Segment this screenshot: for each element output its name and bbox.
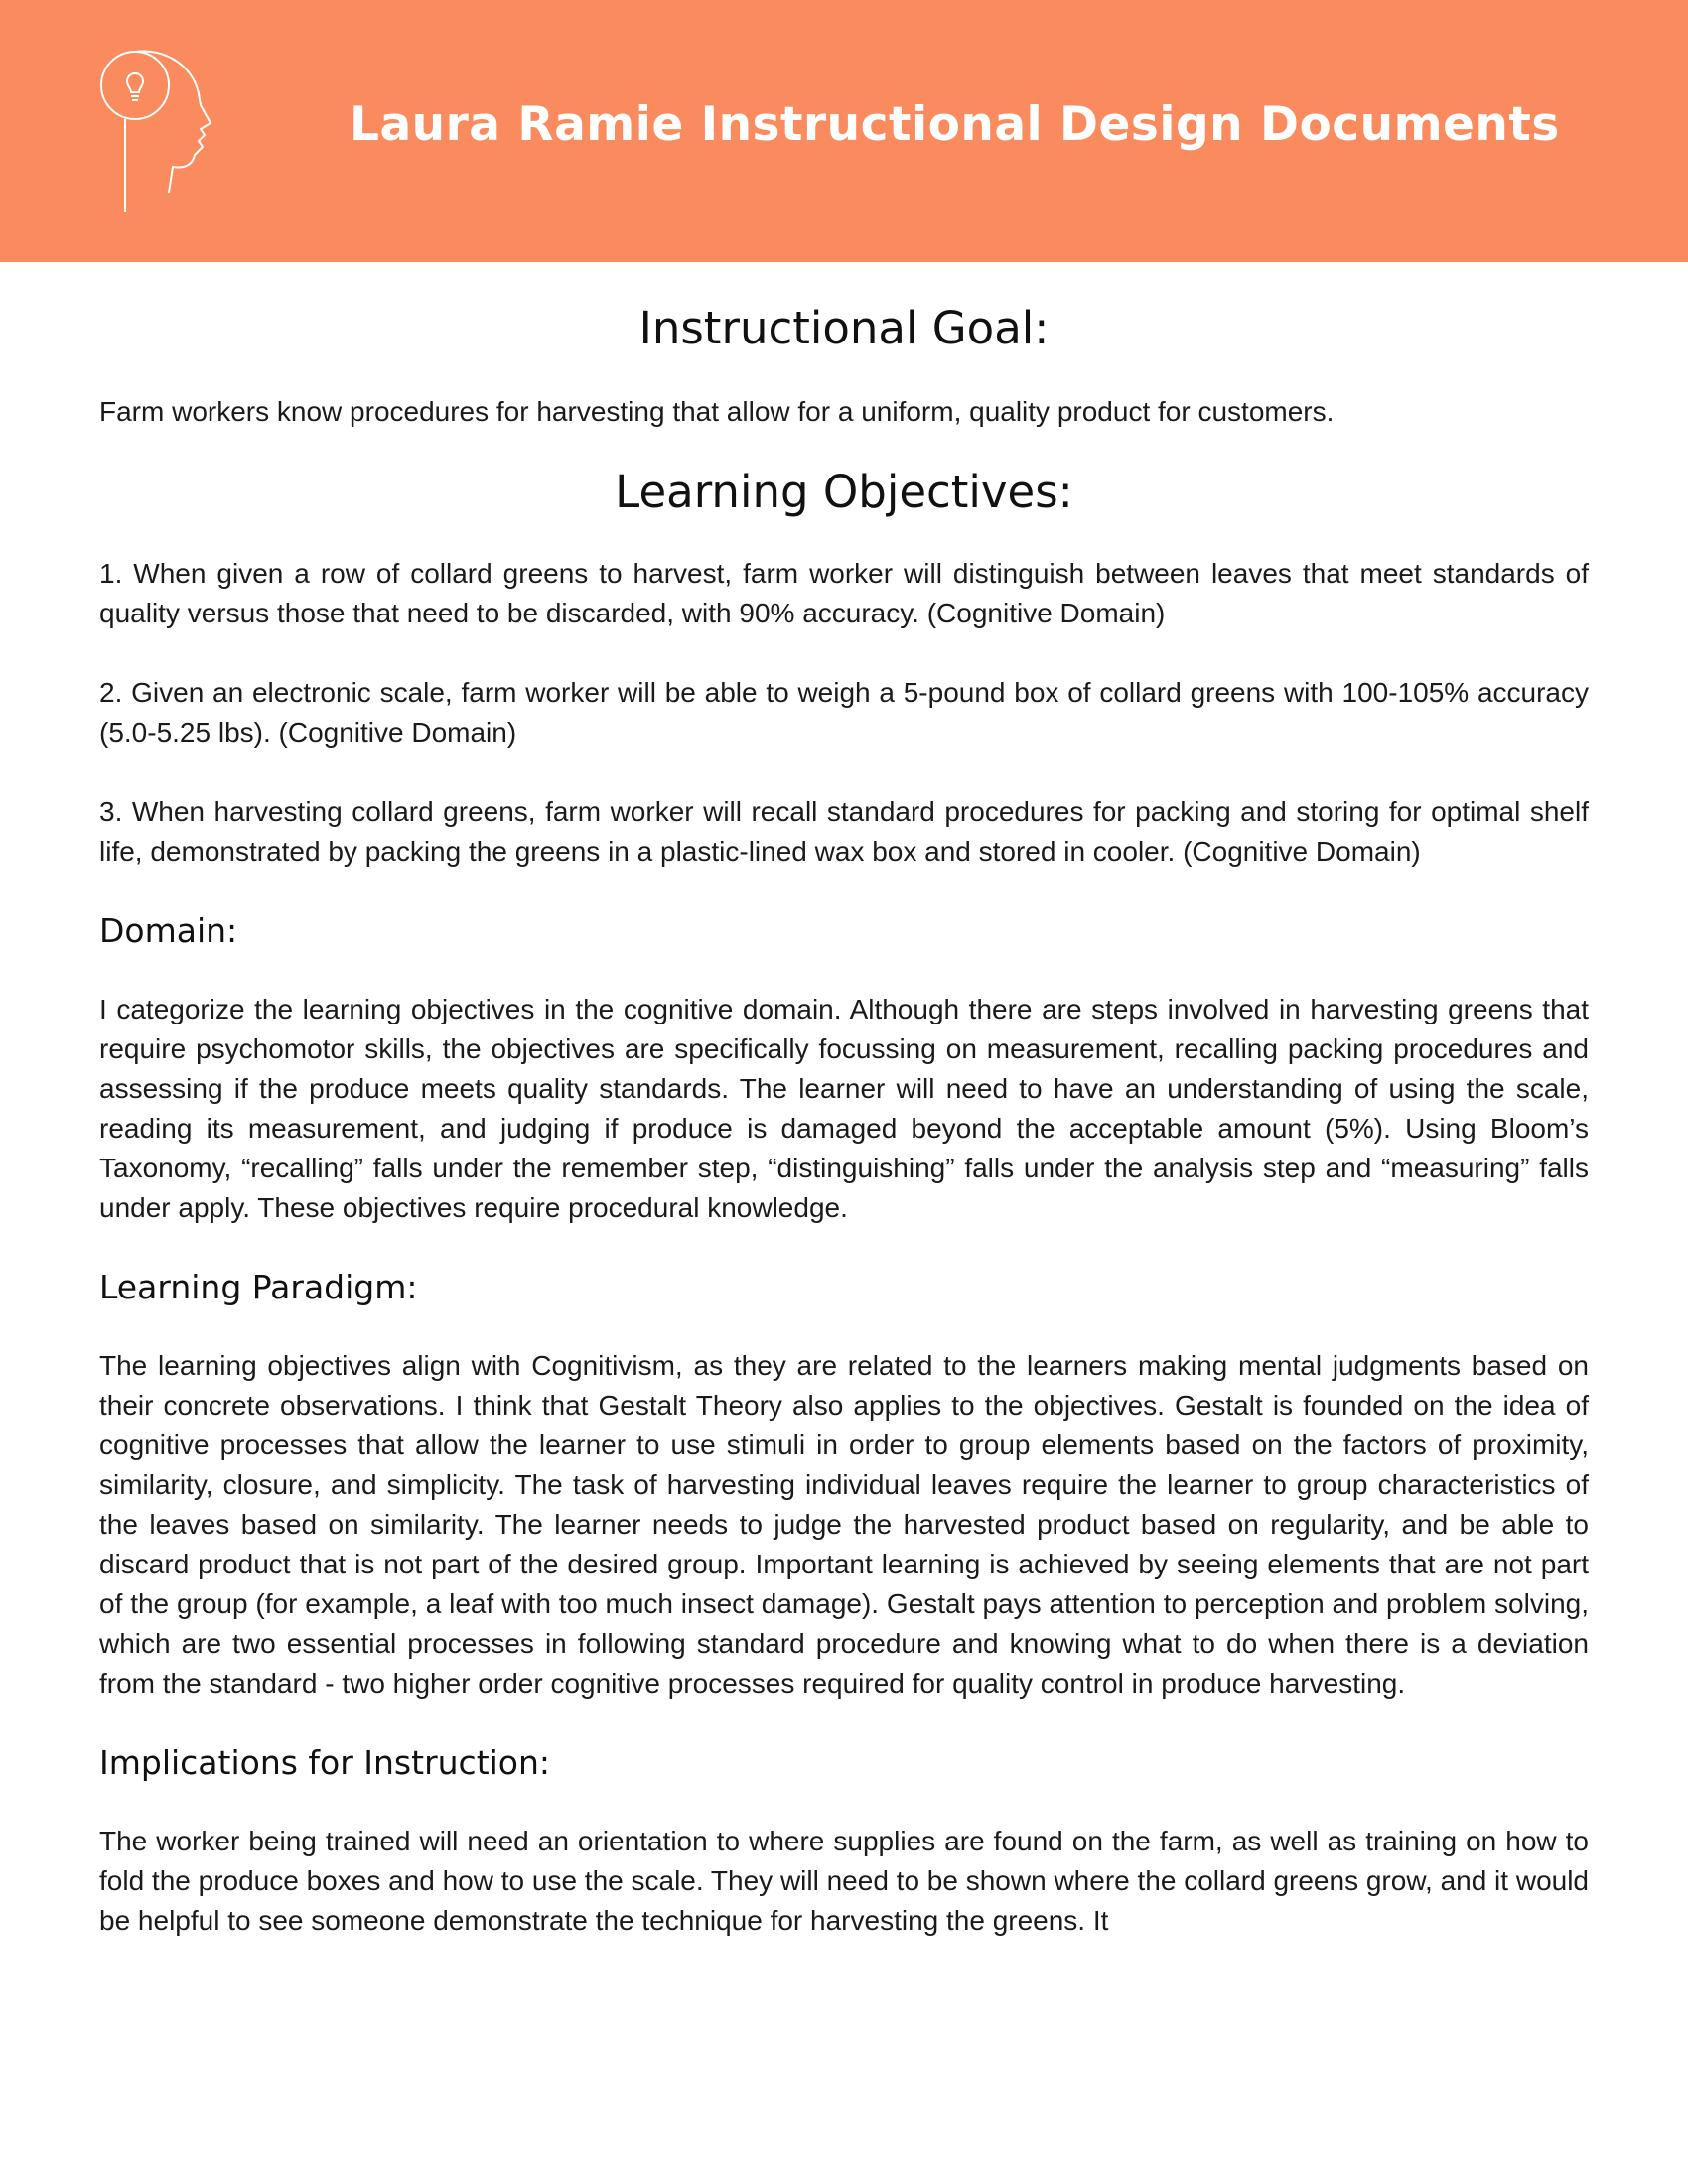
instructional-goal-text: Farm workers know procedures for harvesting that allow for a uniform, quality product for customers. <box>99 396 1335 427</box>
implications-text: The worker being trained will need an orientation to where supplies are found on the farm, as well as training on how to fold the produce boxes and how to use the scale. They will need to be shown where the collard greens grow, and it would be helpful to see someone demonstrate the technique for harvesting the greens. It <box>99 1826 1589 1936</box>
instructional-goal-heading: Instructional Goal: <box>638 302 1050 354</box>
objective-item: 1. When given a row of collard greens to harvest, farm worker will distinguish between leaves that meet standards of quality versus those that need to be discarded, with 90% accuracy. (Cognitive Domain) <box>99 558 1589 628</box>
implications-heading: Implications for Instruction: <box>99 1743 551 1782</box>
objective-item: 3. When harvesting collard greens, farm worker will recall standard procedures for packing and storing for optimal shelf life, demonstrated by packing the greens in a plastic-lined wax box and stored in cooler. (Cognitive Domain) <box>99 796 1589 867</box>
document-body <box>99 294 1589 1941</box>
learning-paradigm-text: The learning objectives align with Cognitivism, as they are related to the learners making mental judgments based on their concrete observations. I think that Gestalt Theory also applies to the objectives. Gestalt is founded on the idea of cognitive processes that allow the learner to use stimuli in order to group elements based on the factors of proximity, similarity, closure, and simplicity. The task of harvesting individual leaves require the learner to group characteristics of the leaves based on similarity. The learner needs to judge the harvested product based on regularity, and be able to discard product that is not part of the desired group. Important learning is achieved by seeing elements that are not part of the group (for example, a leaf with too much insect damage). Gestalt pays attention to perception and problem solving, which are two essential processes in following standard procedure and knowing what to do when there is a deviation from the standard - two higher order cognitive processes required for quality control in produce harvesting. <box>99 1350 1589 1699</box>
domain-text: I categorize the learning objectives in the cognitive domain. Although there are steps involved in harvesting greens that require psychomotor skills, the objectives are specifically focussing on measurement, recalling packing procedures and assessing if the produce meets quality standards. The learner will need to have an understanding of using the scale, reading its measurement, and judging if produce is damaged beyond the acceptable amount (5%). Using Bloom’s Taxonomy, “recalling” falls under the remember step, “distinguishing” falls under the analysis step and “measuring” falls under apply. These objectives require procedural knowledge. <box>99 994 1589 1223</box>
header-title: Laura Ramie Instructional Design Documents <box>350 97 1560 152</box>
learning-paradigm-heading: Learning Paradigm: <box>99 1268 418 1306</box>
learning-objectives-heading: Learning Objectives: <box>615 466 1073 518</box>
head-lightbulb-icon <box>95 44 244 222</box>
domain-heading: Domain: <box>99 911 238 950</box>
objective-item: 2. Given an electronic scale, farm worker will be able to weigh a 5-pound box of collard greens with 100-105% accuracy (5.0-5.25 lbs). (Cognitive Domain) <box>99 677 1589 748</box>
header-banner <box>0 0 1688 262</box>
